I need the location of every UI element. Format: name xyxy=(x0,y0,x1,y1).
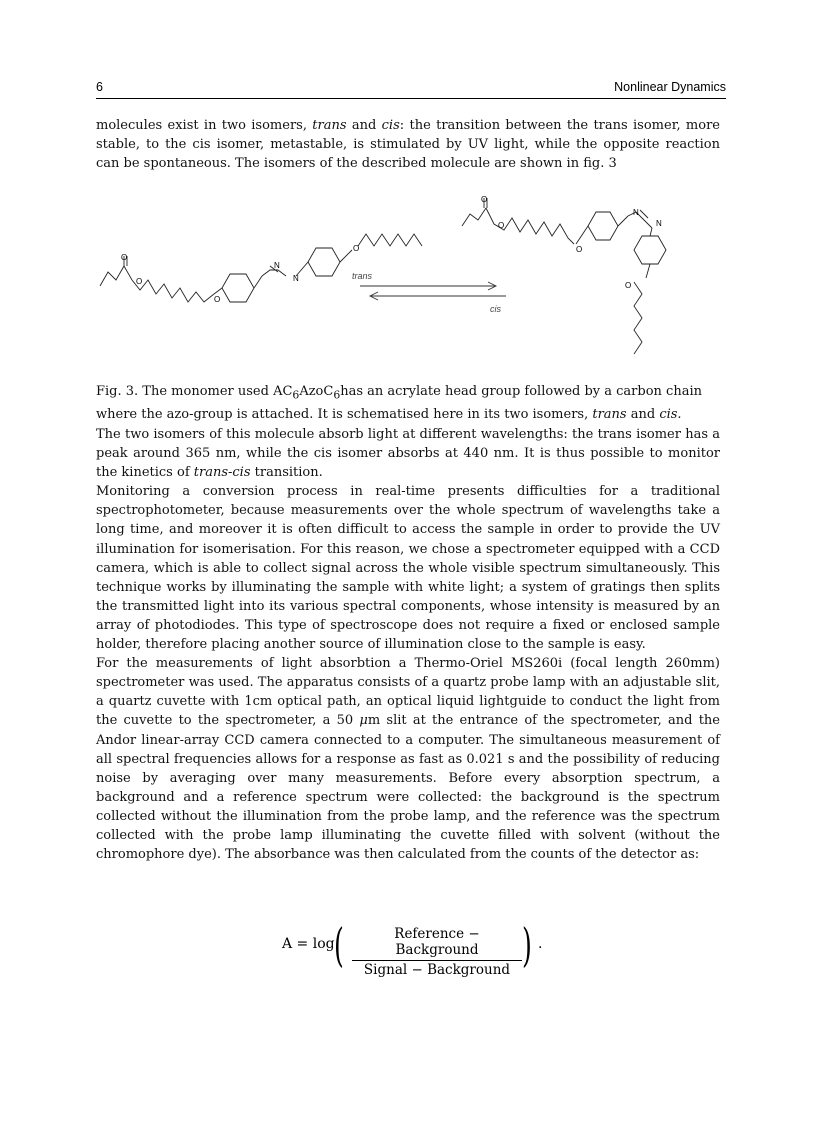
body-text xyxy=(96,425,720,864)
cis-n1-label: N xyxy=(633,208,639,217)
absorbance-equation xyxy=(282,918,552,978)
equation-denominator: Signal − Background xyxy=(363,962,511,978)
equation-fraction xyxy=(352,926,522,978)
figure-caption: Fig. 3. The monomer used $AC_6AzoC_6has$ an acrylate head group followed by a carbon chain where the azo-group is attached. It is schematised here in its two isomers, trans and cis. xyxy=(96,384,702,422)
cis-arrow-label: cis xyxy=(490,304,501,314)
trans-n2-label: N xyxy=(293,274,299,283)
equation-numerator: Reference − Background xyxy=(352,926,522,961)
paragraph-monitoring: Monitoring a conversion process in real-time presents difficulties for a traditional spectrophotometer, because measurements over the whole spectrum of wavelengths take a long time, and moreover it is often difficult to access the sample in order to provide the UV illumination for isomerisation. For this reason, we chose a spectrometer equipped with a CCD camera, which is able to collect signal across the whole visible spectrum simultaneously. This technique works by illuminating the sample with white light; a system of gratings then splits the transmitted light into its various spectral components, whose intensity is measured by an array of photodiodes. This type of spectroscope does not require a fixed or enclosed sample holder, therefore placing another source of illumination close to the sample is easy. xyxy=(96,484,720,653)
equation-lhs: A = log xyxy=(282,936,335,952)
intro-paragraph: molecules exist in two isomers, trans and cis: the transition between the trans isomer, more stable, to the cis isomer, metastable, is stimulated by UV light, while the opposite reaction can be spontaneous. The isomers of the described molecule are shown in fig. 3 xyxy=(96,118,720,172)
isomer-structure-diagram xyxy=(90,190,690,370)
page-number: 6 xyxy=(96,80,103,94)
cis-ether2-o-label: O xyxy=(625,281,632,290)
cis-ester-o-label: O xyxy=(498,221,505,230)
paragraph-absorption: The two isomers of this molecule absorb light at different wavelengths: the trans isomer has a peak around 365 nm, while the cis isomer absorbs at 440 nm. It is thus possible to monitor the kinetics of trans-cis transition. xyxy=(96,427,720,481)
trans-ether-o-label: O xyxy=(214,295,221,304)
trans-carbonyl-o-label: O xyxy=(121,253,128,262)
cis-n2-label: N xyxy=(656,219,662,228)
right-paren: ) xyxy=(522,918,532,972)
trans-arrow-label: trans xyxy=(352,271,373,281)
isomer-figure xyxy=(90,190,690,370)
equation-period: . xyxy=(538,936,543,952)
left-paren: ( xyxy=(334,918,344,972)
running-header xyxy=(96,80,726,99)
trans-n1-label: N xyxy=(274,261,280,270)
trans-isomer-drawing xyxy=(100,234,422,302)
trans-ester-o-label: O xyxy=(136,277,143,286)
cis-ether-o-label: O xyxy=(576,245,583,254)
cis-atom-labels xyxy=(481,195,662,290)
cis-isomer-drawing xyxy=(462,198,666,354)
running-title: Nonlinear Dynamics xyxy=(614,80,726,94)
equilibrium-arrows xyxy=(360,282,506,300)
trans-ether2-o-label: O xyxy=(353,244,360,253)
cis-carbonyl-o-label: O xyxy=(481,195,488,204)
paragraph-measurements: For the measurements of light absorbtion a Thermo-Oriel MS260i (focal length 260mm) spectrometer was used. The apparatus consists of a quartz probe lamp with an adjustable slit, a quartz cuvette with 1cm optical path, an optical liquid lightguide to conduct the light from the cuvette to the spectrometer, a 50 μm slit at the entrance of the spectrometer, and the Andor linear-array CCD camera connected to a computer. The simultaneous measurement of all spectral frequencies allows for a response as fast as 0.021 s and the possibility of reducing noise by averaging over many measurements. Before every absorption spectrum, a background and a reference spectrum were collected: the background is the spectrum collected without the illumination from the probe lamp, and the reference was the spectrum collected with the probe lamp illuminating the cuvette filled with solvent (without the chromophore dye). The absorbance was then calculated from the counts of the detector as: xyxy=(96,656,720,863)
